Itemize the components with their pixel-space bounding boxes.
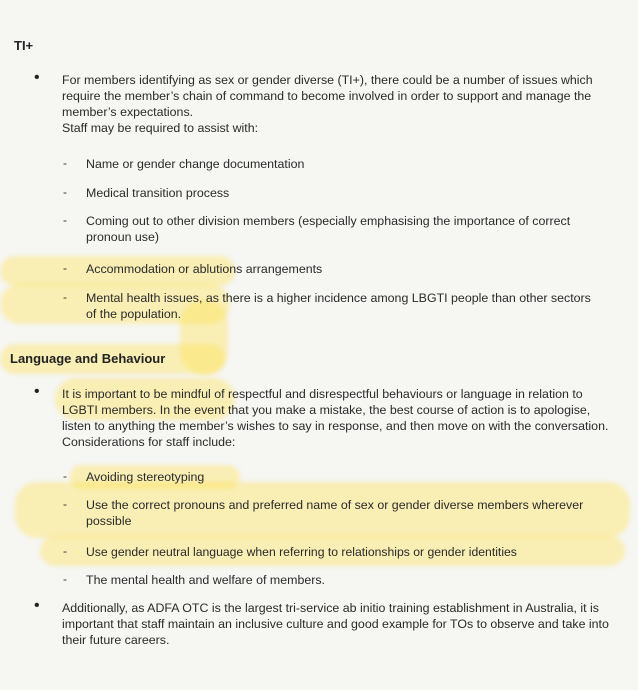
list-dash: - xyxy=(63,290,67,304)
language-closing-paragraph: Additionally, as ADFA OTC is the largest tri-service ab initio training establishment in Australia, it is important that staff maintain an inclusive culture and good example for TOs to observe and take into their future careers. xyxy=(62,601,609,647)
bullet-symbol: • xyxy=(34,69,40,86)
ti-intro-text: For members identifying as sex or gender diverse (TI+), there could be a number of issues which require the member’s chain of command to become involved in order to support and manage the member’s expectations. xyxy=(62,73,593,119)
bullet-symbol: • xyxy=(34,383,40,400)
language-heading: Language and Behaviour xyxy=(10,351,166,366)
list-dash: - xyxy=(63,261,67,275)
ti-item-coming-out: Coming out to other division members (especially emphasising the importance of correct pronoun use) xyxy=(86,214,571,244)
list-dash: - xyxy=(63,544,67,558)
language-item-stereotyping: Avoiding stereotyping xyxy=(86,470,205,484)
list-dash: - xyxy=(63,213,67,227)
ti-intro-paragraph xyxy=(62,72,610,136)
list-dash: - xyxy=(63,156,67,170)
list-dash: - xyxy=(63,469,67,483)
ti-staff-line: Staff may be required to assist with: xyxy=(62,121,259,135)
list-dash: - xyxy=(63,497,67,511)
ti-item-name-change: Name or gender change documentation xyxy=(86,157,305,171)
ti-item-accommodation: Accommodation or ablutions arrangements xyxy=(86,262,323,276)
language-item-pronouns: Use the correct pronouns and preferred name of sex or gender diverse members wherever possible xyxy=(86,498,584,528)
language-item-welfare: The mental health and welfare of members. xyxy=(86,573,325,587)
ti-item-medical-transition: Medical transition process xyxy=(86,186,230,200)
bullet-symbol: • xyxy=(34,597,40,614)
list-dash: - xyxy=(63,572,67,586)
language-item-neutral-language: Use gender neutral language when referring to relationships or gender identities xyxy=(86,545,517,559)
list-dash: - xyxy=(63,185,67,199)
ti-item-mental-health: Mental health issues, as there is a higher incidence among LBGTI people than other sectors of the population. xyxy=(86,291,591,321)
ti-heading: TI+ xyxy=(14,38,34,53)
language-intro-paragraph: It is important to be mindful of respectful and disrespectful behaviours or language in relation to LGBTI members. In the event that you make a mistake, the best course of action is to apologise, listen to anything the member’s wishes to say in response, and then move on with the conversation. Considerations for staff include: xyxy=(62,387,609,449)
